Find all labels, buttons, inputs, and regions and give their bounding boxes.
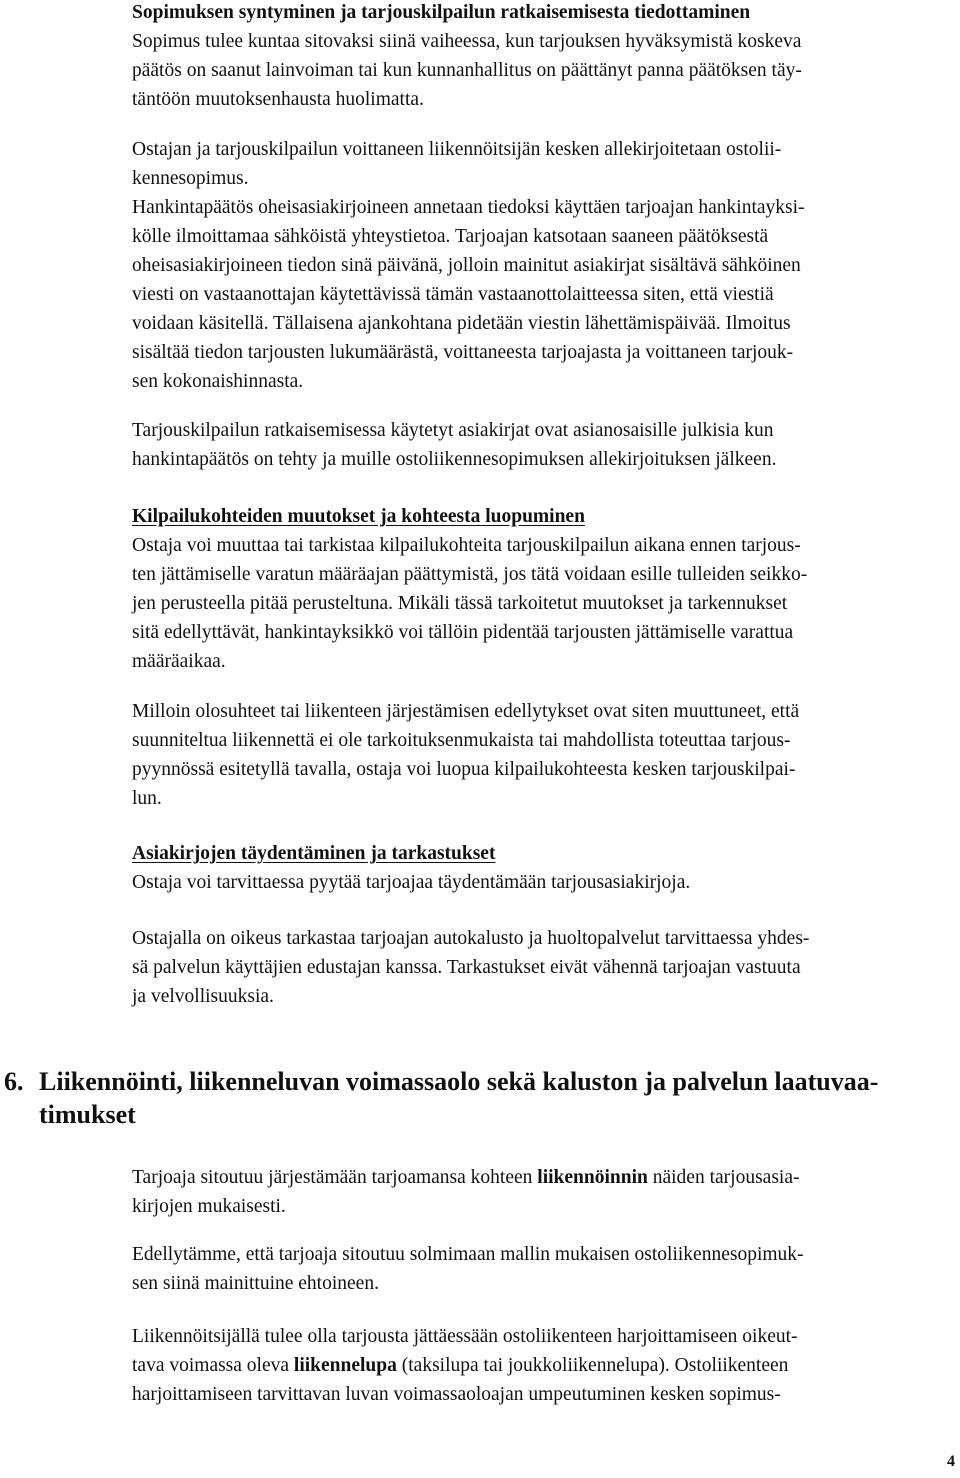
paragraph-line: oheisasiakirjoineen tiedon sinä päivänä, jolloin mainitut asiakirjat sisältävä sähköinen (132, 255, 801, 276)
text-run: Tarjoaja sitoutuu järjestämään tarjoamansa kohteen (132, 1167, 538, 1188)
paragraph-line: ja velvollisuuksia. (132, 986, 274, 1007)
section-supplements-inspections (132, 839, 952, 897)
paragraph-line: päätös on saanut lainvoiman tai kun kunnanhallitus on päättänyt panna päätöksen täy- (132, 60, 802, 81)
paragraph-line: Edellytämme, että tarjoaja sitoutuu solmimaan mallin mukaisen ostoliikennesopimuk- (132, 1244, 804, 1265)
section-changes-withdrawal (132, 502, 952, 676)
paragraph-line: sisältää tiedon tarjousten lukumäärästä, voittaneesta tarjoajasta ja voittaneen tarjouk- (132, 342, 794, 363)
paragraph-line: määräaikaa. (132, 651, 226, 672)
paragraph-line: kölle ilmoittamaa sähköistä yhteystietoa. Tarjoajan katsotaan saaneen päätöksestä (132, 226, 769, 247)
page-number: 4 (947, 1453, 955, 1470)
paragraph (132, 1163, 952, 1221)
paragraph (132, 193, 952, 396)
text-run: (taksilupa tai joukkoliikennelupa). Ostoliikenteen (396, 1355, 789, 1376)
paragraph (132, 697, 952, 813)
paragraph-line: Ostajan ja tarjouskilpailun voittaneen liikennöitsijän kesken allekirjoitetaan ostolii- (132, 139, 782, 160)
paragraph-line: hankintapäätös on tehty ja muille ostoliikennesopimuksen allekirjoituksen jälkeen. (132, 449, 777, 470)
paragraph (132, 924, 952, 1011)
paragraph-line: sitä edellyttävät, hankintayksikkö voi tällöin pidentää tarjousten jättämiselle varattua (132, 622, 794, 643)
paragraph-line: Sopimus tulee kuntaa sitovaksi siinä vaiheessa, kun tarjouksen hyväksymistä koskeva (132, 31, 802, 52)
paragraph-line: kennesopimus. (132, 168, 249, 189)
paragraph-line: suunniteltua liikennettä ei ole tarkoituksenmukaista tai mahdollista toteuttaa tarjous- (132, 730, 791, 751)
paragraph-line: sä palvelun käyttäjien edustajan kanssa. Tarkastukset eivät vähennä tarjoajan vastuuta (132, 957, 801, 978)
paragraph-line: Milloin olosuhteet tai liikenteen järjestämisen edellytykset ovat siten muuttuneet, että (132, 701, 800, 722)
paragraph-line: Ostaja voi tarvittaessa pyytää tarjoajaa täydentämään tarjousasiakirjoja. (132, 872, 691, 893)
paragraph-line: voidaan käsitellä. Tällaisena ajankohtana pidetään viestin lähettämispäivää. Ilmoitus (132, 313, 791, 334)
text-run: tava voimassa oleva (132, 1355, 294, 1376)
paragraph-line: viesti on vastaanottajan käytettävissä tämän vastaanottolaitteessa siten, että viestiä (132, 284, 774, 305)
section-heading: Kilpailukohteiden muutokset ja kohteesta luopuminen (132, 506, 585, 527)
paragraph-line: Ostaja voi muuttaa tai tarkistaa kilpailukohteita tarjouskilpailun aikana ennen tarjous- (132, 535, 801, 556)
paragraph-line: Liikennöitsijällä tulee olla tarjousta jättäessään ostoliikenteen harjoittamiseen oikeut- (132, 1326, 798, 1347)
bold-term: liikennelupa (293, 1355, 397, 1376)
paragraph-line (132, 1351, 952, 1380)
bold-term: liikennöinnin (537, 1167, 648, 1188)
paragraph-line: täntöön muutoksenhausta huolimatta. (132, 89, 424, 110)
paragraph (132, 1322, 952, 1409)
section-heading: Asiakirjojen täydentäminen ja tarkastukset (132, 843, 496, 864)
paragraph (132, 1240, 952, 1298)
paragraph (132, 135, 952, 193)
paragraph-line: jen perusteella pitää perusteltuna. Mikäli tässä tarkoitetut muutokset ja tarkennukset (132, 593, 788, 614)
section-agreement-notification (132, 0, 952, 114)
chapter-title-line: Liikennöinti, liikenneluvan voimassaolo sekä kaluston ja palvelun laatuvaa- (39, 1067, 879, 1096)
paragraph (132, 416, 952, 474)
text-run: näiden tarjousasia- (647, 1167, 800, 1188)
paragraph-line: ten jättämiselle varatun määräajan päättymistä, jos tätä voidaan esille tulleiden seikko- (132, 564, 808, 585)
chapter-number: 6. (4, 1067, 24, 1096)
section-heading: Sopimuksen syntyminen ja tarjouskilpailun ratkaisemisesta tiedottaminen (132, 2, 751, 23)
paragraph-line: Tarjouskilpailun ratkaisemisessa käytetyt asiakirjat ovat asianosaisille julkisia kun (132, 420, 774, 441)
paragraph-line: harjoittamiseen tarvittavan luvan voimassaoloajan umpeutuminen kesken sopimus- (132, 1384, 781, 1405)
paragraph-line: sen kokonaishinnasta. (132, 371, 304, 392)
paragraph-line: kirjojen mukaisesti. (132, 1196, 286, 1217)
paragraph-line: Ostajalla on oikeus tarkastaa tarjoajan autokalusto ja huoltopalvelut tarvittaessa yhdes- (132, 928, 810, 949)
paragraph-line: pyynnössä esitetyllä tavalla, ostaja voi luopua kilpailukohteesta kesken tarjouskilpai- (132, 759, 796, 780)
paragraph-line: Hankintapäätös oheisasiakirjoineen annetaan tiedoksi käyttäen tarjoajan hankintayksi- (132, 197, 805, 218)
chapter-title-line: timukset (39, 1100, 136, 1129)
paragraph-line: sen siinä mainittuine ehtoineen. (132, 1273, 379, 1294)
paragraph-line: lun. (132, 788, 162, 809)
paragraph-line (132, 1163, 952, 1192)
